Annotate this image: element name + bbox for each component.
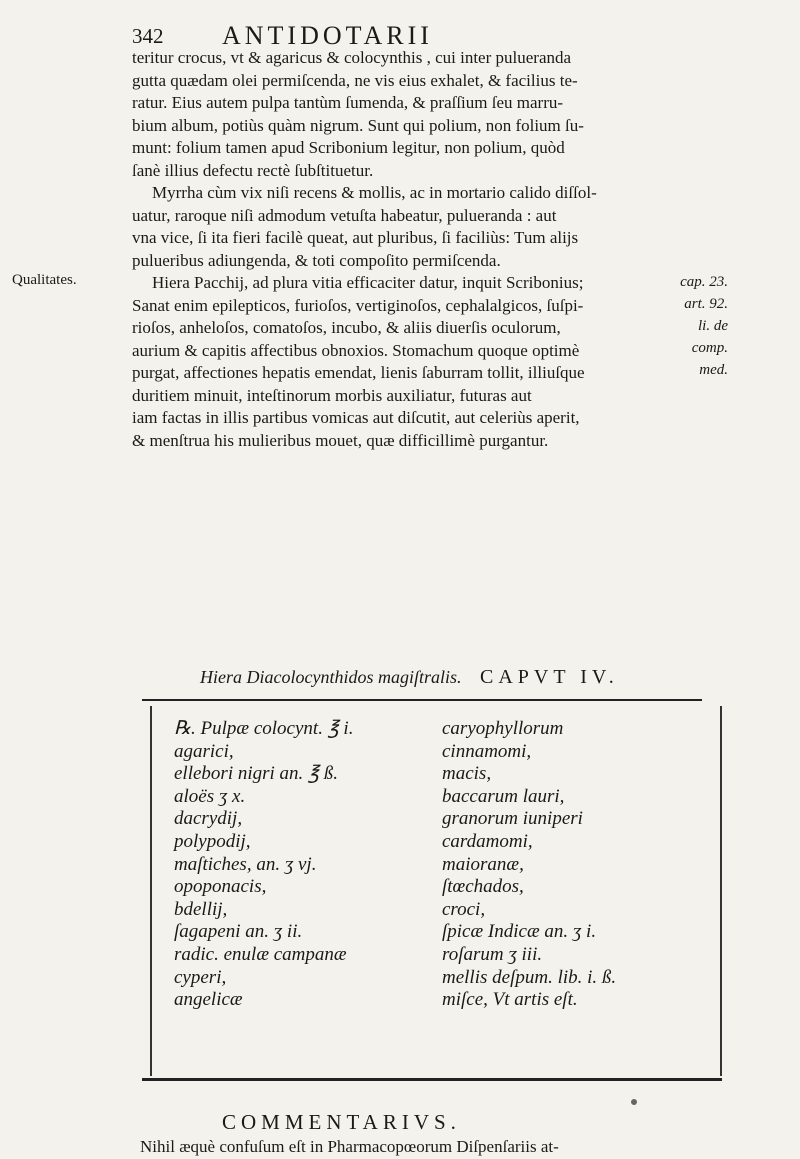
ingredient: polypodij, bbox=[174, 830, 251, 852]
margin-ref: li. de bbox=[698, 318, 728, 334]
ingredient: ſpicæ Indicæ an. ʒ i. bbox=[442, 921, 597, 943]
margin-ref: cap. 23. bbox=[680, 274, 728, 290]
ink-spot bbox=[631, 1099, 637, 1105]
ingredient: ellebori nigri an. ℥ ß. bbox=[174, 763, 339, 785]
text-line: munt: folium tamen apud Scribonium legitur, non polium, quòd bbox=[132, 138, 565, 157]
recipe-right-column bbox=[442, 718, 616, 1012]
ingredient: caryophyllorum bbox=[442, 718, 564, 739]
ingredient: aloës ʒ x. bbox=[174, 785, 246, 807]
ingredient: croci, bbox=[442, 898, 486, 920]
ingredient: bdellij, bbox=[174, 898, 228, 920]
text-line: duritiem minuit, inteſtinorum morbis auxiliatur, futuras aut bbox=[132, 385, 532, 405]
margin-ref: comp. bbox=[691, 340, 728, 356]
margin-ref: art. 92. bbox=[684, 296, 728, 312]
ingredient: agarici, bbox=[174, 740, 234, 762]
ingredient: granorum iuniperi bbox=[442, 808, 583, 830]
text-line: aurium & capitis affectibus obnoxios. Stomachum quoque optimè bbox=[132, 340, 580, 360]
bottom-rule bbox=[142, 1078, 722, 1081]
text-line: iam factas in illis partibus vomicas aut diſcutit, aut celeriùs aperit, bbox=[132, 408, 580, 427]
recipe-box bbox=[150, 706, 722, 1076]
running-title: ANTIDOTARII bbox=[222, 21, 433, 50]
text-line: ratur. Eius autem pulpa tantùm ſumenda, & praſſium ſeu marru- bbox=[132, 93, 564, 112]
ingredient: cinnamomi, bbox=[442, 740, 532, 762]
ingredient: cyperi, bbox=[174, 966, 227, 988]
top-rule bbox=[142, 699, 702, 701]
text-line: Myrrha cùm vix niſi recens & mollis, ac in mortario calido diſſol- bbox=[152, 183, 597, 202]
text-line: & menſtrua his mulieribus mouet, quæ difficillimè purgantur. bbox=[132, 430, 549, 450]
ingredient: macis, bbox=[442, 763, 492, 785]
commentary-heading: COMMENTARIVS. bbox=[222, 1110, 461, 1134]
text-line: uatur, raroque niſi admodum vetuſta habeatur, pulueranda : aut bbox=[132, 205, 557, 225]
text-line: pulueribus adiungenda, & toti compoſito permiſcenda. bbox=[132, 250, 501, 270]
ingredient: miſce, Vt artis eſt. bbox=[442, 989, 578, 1011]
recipe-name: Hiera Diacolocynthidos magiſtralis. bbox=[200, 667, 462, 687]
ingredient: ſtœchados, bbox=[442, 876, 524, 898]
ingredient: dacrydij, bbox=[174, 808, 243, 830]
margin-ref: med. bbox=[699, 362, 728, 378]
text-line: Hiera Pacchij, ad plura vitia efficaciter datur, inquit Scribonius; bbox=[152, 273, 584, 292]
ingredient: baccarum lauri, bbox=[442, 785, 565, 807]
chapter-title bbox=[200, 666, 619, 689]
text-line: Sanat enim epilepticos, furioſos, vertiginoſos, cephalalgicos, ſuſpi- bbox=[132, 295, 584, 315]
ingredient: maſtiches, an. ʒ vj. bbox=[174, 853, 317, 875]
caput-label: CAPVT IV. bbox=[479, 666, 619, 688]
margin-note-qualitates: Qualitates. bbox=[12, 272, 77, 288]
text-line: purgat, affectiones hepatis emendat, lienis ſaburram tollit, illiuſque bbox=[132, 363, 585, 382]
ingredient: maioranæ, bbox=[442, 853, 524, 875]
ingredient: cardamomi, bbox=[442, 830, 533, 852]
page-number: 342 bbox=[132, 24, 164, 48]
ingredient: ℞. Pulpæ colocynt. ℥ i. bbox=[174, 718, 354, 739]
commentary-text: Nihil æquè confuſum eſt in Pharmacopœorum Diſpenſariis at- bbox=[140, 1137, 559, 1156]
text-line: gutta quædam olei permiſcenda, ne vis eius exhalet, & facilius te- bbox=[132, 70, 578, 90]
text-line: rioſos, anheloſos, comatoſos, incubo, & aliis diuerſis oculorum, bbox=[132, 318, 561, 337]
text-line: bium album, potiùs quàm nigrum. Sunt qui polium, non folium ſu- bbox=[132, 115, 584, 135]
recipe-left-column bbox=[174, 718, 353, 1012]
ingredient: opoponacis, bbox=[174, 876, 267, 898]
text-line: ſanè illius defectu rectè ſubſtituetur. bbox=[132, 160, 374, 180]
text-line: teritur crocus, vt & agaricus & colocynthis , cui inter pulueranda bbox=[132, 48, 572, 67]
ingredient: radic. enulæ campanæ bbox=[174, 943, 347, 965]
ingredient: mellis deſpum. lib. i. ß. bbox=[442, 966, 617, 988]
text-line: vna vice, ſi ita fieri facilè queat, aut pluribus, ſi faciliùs: Tum alijs bbox=[132, 228, 579, 247]
ingredient: roſarum ʒ iii. bbox=[442, 943, 543, 965]
ingredient: ſagapeni an. ʒ ii. bbox=[174, 921, 303, 943]
ingredient: angelicæ bbox=[174, 989, 243, 1011]
body-text bbox=[132, 47, 692, 452]
